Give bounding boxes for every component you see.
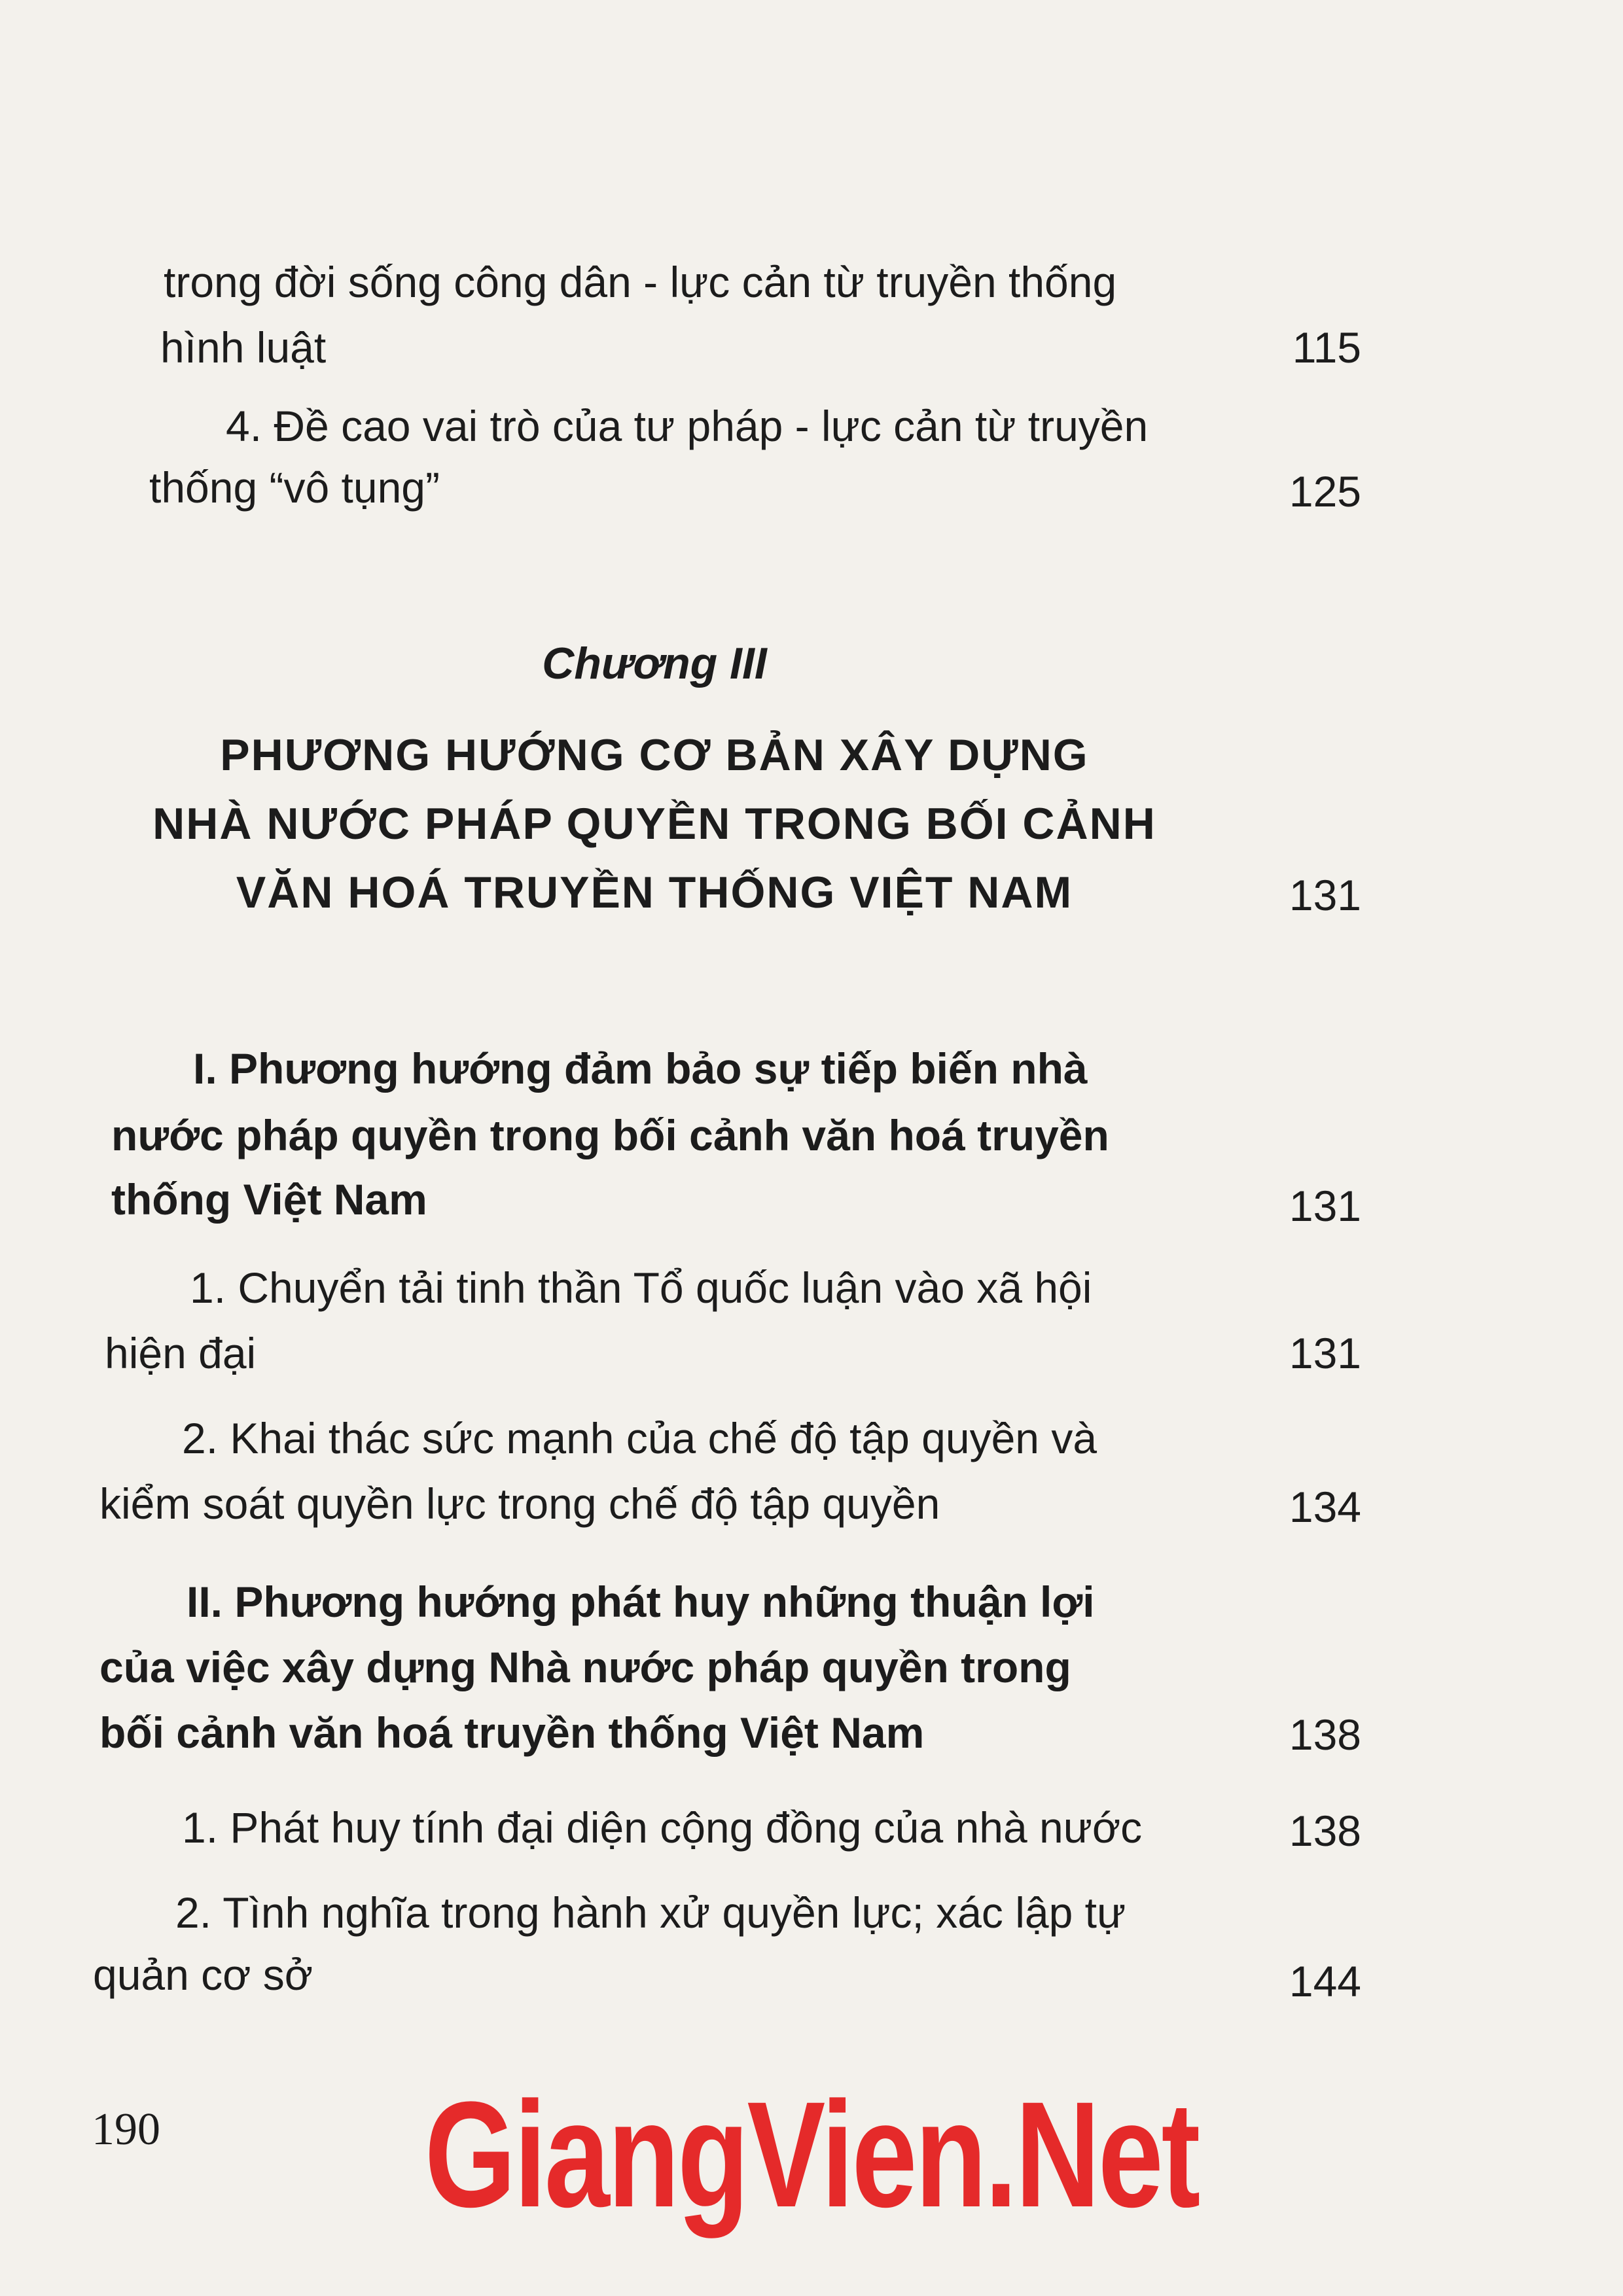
chapter-title-line: NHÀ NƯỚC PHÁP QUYỀN TRONG BỐI CẢNH bbox=[152, 799, 1156, 849]
chapter-label: Chương III bbox=[542, 639, 767, 688]
section-heading-line: II. Phương hướng phát huy những thuận lợi bbox=[187, 1578, 1095, 1626]
chapter-title-line: VĂN HOÁ TRUYỀN THỐNG VIỆT NAM bbox=[236, 868, 1073, 917]
toc-entry-line: 1. Chuyển tải tinh thần Tổ quốc luận vào xã hội bbox=[190, 1263, 1092, 1312]
section-heading-line: thống Việt Nam bbox=[111, 1175, 427, 1224]
toc-entry-line: hiện đại bbox=[105, 1329, 257, 1377]
section-heading-line: nước pháp quyền trong bối cảnh văn hoá truyền bbox=[111, 1111, 1109, 1159]
toc-entry-line: 4. Đề cao vai trò của tư pháp - lực cản từ truyền bbox=[226, 402, 1149, 450]
section-heading-line: của việc xây dựng Nhà nước pháp quyền trong bbox=[99, 1643, 1071, 1691]
toc-entry-line: kiểm soát quyền lực trong chế độ tập quyền bbox=[99, 1479, 940, 1528]
watermark-text: GiangVien.Net bbox=[424, 2070, 1199, 2238]
toc-page-number: 131 bbox=[1289, 1182, 1361, 1230]
toc-page-number: 131 bbox=[1289, 871, 1361, 919]
toc-page-number: 134 bbox=[1289, 1483, 1361, 1531]
toc-page-number: 138 bbox=[1289, 1807, 1361, 1855]
chapter-title-line: PHƯƠNG HƯỚNG CƠ BẢN XÂY DỰNG bbox=[220, 730, 1089, 780]
toc-page-number: 138 bbox=[1289, 1710, 1361, 1759]
toc-page-number: 144 bbox=[1289, 1957, 1361, 2005]
toc-entry-line: hình luật bbox=[160, 323, 327, 372]
toc-entry-line: quản cơ sở bbox=[93, 1951, 313, 1999]
toc-entry-line: trong đời sống công dân - lực cản từ truyền thống bbox=[164, 258, 1117, 306]
section-heading-line: bối cảnh văn hoá truyền thống Việt Nam bbox=[99, 1708, 925, 1757]
toc-entry-line: 2. Tình nghĩa trong hành xử quyền lực; xác lập tự bbox=[175, 1888, 1126, 1937]
page-number: 190 bbox=[92, 2104, 160, 2155]
toc-entry-line: 2. Khai thác sức mạnh của chế độ tập quyền và bbox=[182, 1414, 1097, 1462]
toc-entry-line: thống “vô tụng” bbox=[149, 463, 440, 512]
toc-page-number: 115 bbox=[1292, 323, 1361, 372]
toc-page-number: 131 bbox=[1289, 1329, 1361, 1377]
section-heading-line: I. Phương hướng đảm bảo sự tiếp biến nhà bbox=[193, 1044, 1088, 1093]
toc-page-number: 125 bbox=[1289, 467, 1361, 516]
toc-entry-line: 1. Phát huy tính đại diện cộng đồng của nhà nước bbox=[182, 1803, 1143, 1852]
